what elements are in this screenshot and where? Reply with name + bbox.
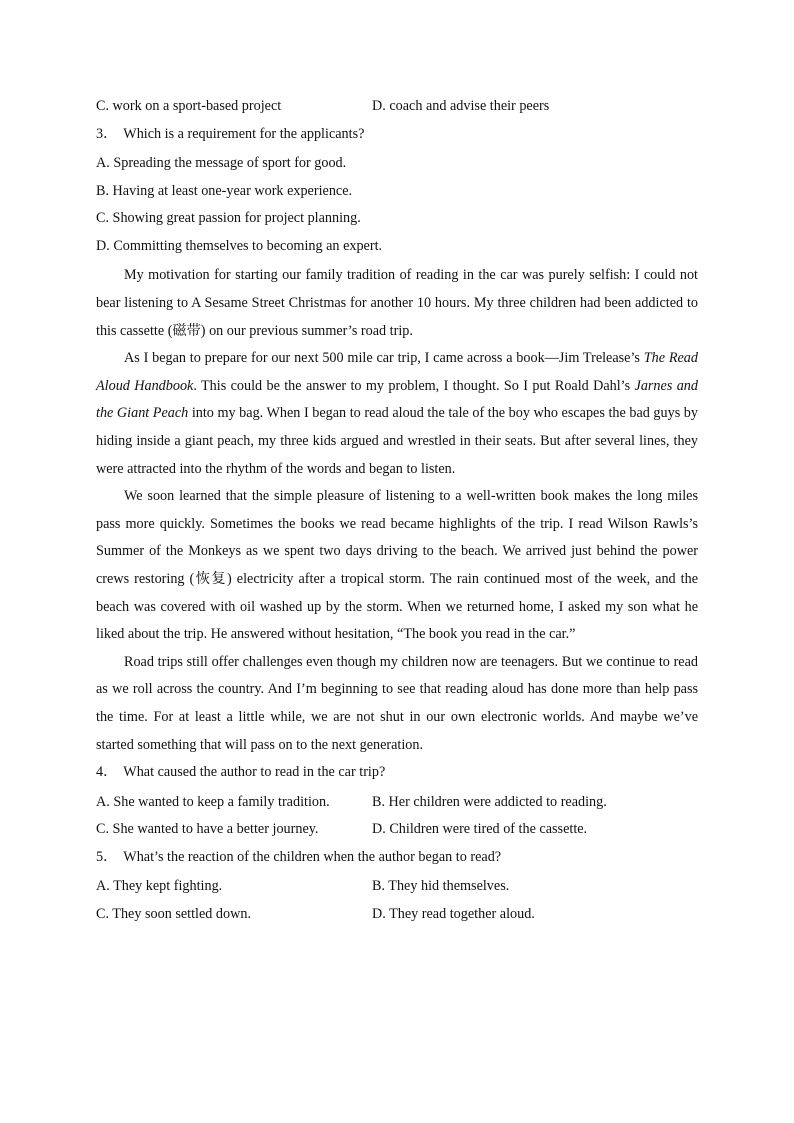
passage-paragraph-1 <box>96 262 698 345</box>
q4-options-cd <box>96 818 698 846</box>
q4-stem-text: What caused the author to read in the car trip? <box>123 764 386 781</box>
passage-p2-part-b: . This could be the answer to my problem, I thought. So I put Roald Dahl’s <box>193 377 635 394</box>
q4-number: 4． <box>96 764 118 781</box>
exam-page <box>96 95 698 931</box>
book-title-read-aloud-handbook: The Read Aloud Handbook <box>96 350 698 394</box>
q5-options-ab <box>96 875 698 903</box>
q4-options-ab <box>96 791 698 819</box>
book-title-giant-peach: Jarnes and the Giant Peach <box>96 377 698 422</box>
q3-stem-text: Which is a requirement for the applicants? <box>123 125 365 142</box>
q3-option-b: B. Having at least one-year work experience. <box>96 182 353 199</box>
passage-p4-text: Road trips still offer challenges even though my children now are teenagers. But we continue to read as we roll across the country. And I’m beginning to see that reading aloud has done more than help pass the time. For at least a little while, we are not shut in our own electronic worlds. And maybe we’ve started something that will pass on to the next generation. <box>96 653 698 753</box>
q4-option-d: D. Children were tired of the cassette. <box>372 821 588 838</box>
q5-number: 5． <box>96 848 118 865</box>
q2-option-d: D. coach and advise their peers <box>372 98 550 114</box>
q3-option-c: C. Showing great passion for project planning. <box>96 210 361 227</box>
q3-stem <box>96 123 698 153</box>
passage-paragraph-2 <box>96 345 698 483</box>
passage-p2-part-c: into my bag. When I began to read aloud the tale of the boy who escapes the bad guys by hiding inside a giant peach, my three kids argued and wrestled in their seats. But after several lines, they were attracted into the rhythm of the words and began to listen. <box>96 405 698 477</box>
q5-stem-text: What’s the reaction of the children when the author began to read? <box>123 848 502 865</box>
q3-option-a: A. Spreading the message of sport for good. <box>96 155 347 172</box>
passage-p2-text <box>96 345 698 483</box>
q5-options-cd <box>96 903 698 931</box>
q2-option-c: C. work on a sport-based project <box>96 98 282 114</box>
q4-stem <box>96 761 698 791</box>
q5-stem <box>96 846 698 876</box>
q5-option-d: D. They read together aloud. <box>372 905 535 922</box>
passage-p2-part-a: As I began to prepare for our next 500 mile car trip, I came across a book—Jim Trelease’s <box>124 350 644 367</box>
passage-paragraph-3 <box>96 483 698 649</box>
q4-option-c: C. She wanted to have a better journey. <box>96 821 319 838</box>
passage-paragraph-4 <box>96 649 698 759</box>
q5-option-b: B. They hid themselves. <box>372 878 510 895</box>
q5-option-c: C. They soon settled down. <box>96 905 252 922</box>
passage-p1-text: My motivation for starting our family tradition of reading in the car was purely selfish: I could not bear listening to A Sesame Street Christmas for another 10 hours. My three children had been addicted to this cassette (磁带) on our previous summer’s road trip. <box>96 267 698 339</box>
q5-option-a: A. They kept fighting. <box>96 878 223 895</box>
q2-options-cd <box>96 95 698 123</box>
passage-p3-text: We soon learned that the simple pleasure of listening to a well-written book makes the long miles pass more quickly. Sometimes the books we read became highlights of the trip. I read Wilson Rawls’s Summer of the Monkeys as we spent two days driving to the beach. We arrived just behind the power crews restoring (恢复) electricity after a tropical storm. The rain continued most of the week, and the beach was covered with oil washed up by the storm. When we returned home, I asked my son what he liked about the trip. He answered without hesitation, “The book you read in the car.” <box>96 488 698 643</box>
q4-option-a: A. She wanted to keep a family tradition. <box>96 793 330 810</box>
q3-option-d: D. Committing themselves to becoming an expert. <box>96 237 383 254</box>
q4-option-b: B. Her children were addicted to reading. <box>372 793 607 810</box>
q3-number: 3． <box>96 125 118 142</box>
